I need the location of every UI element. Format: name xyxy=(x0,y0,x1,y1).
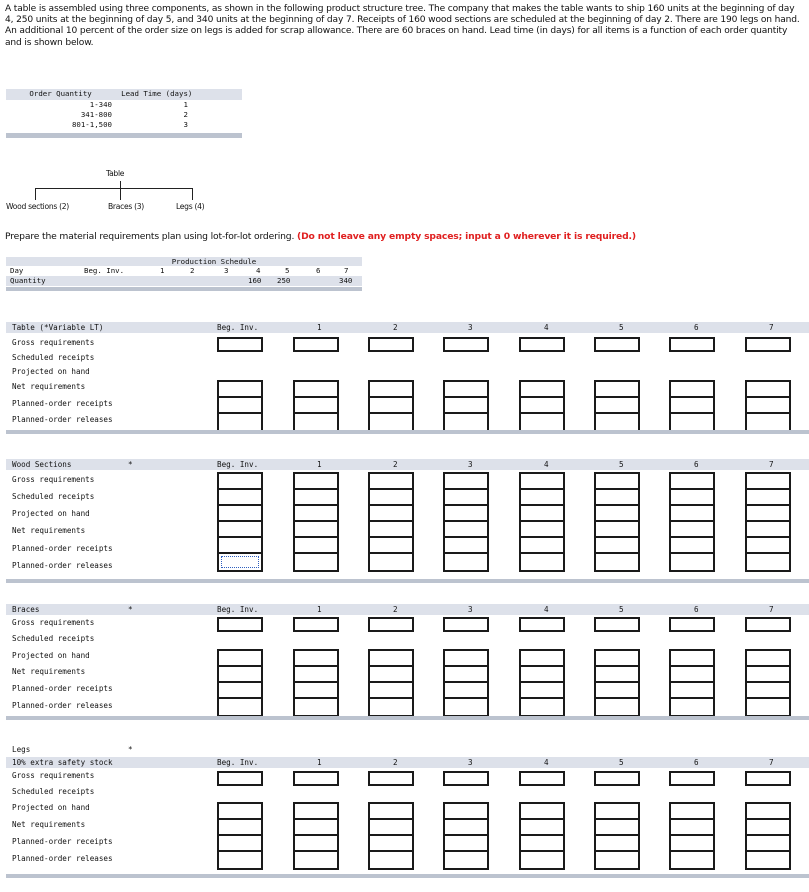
mrp-input-stack[interactable] xyxy=(519,472,565,572)
row-label: Projected on hand xyxy=(12,651,90,660)
block-title: Legs xyxy=(12,745,31,754)
gross-req-input[interactable] xyxy=(669,771,715,786)
row-label: Gross requirements xyxy=(12,618,95,627)
tree-child-legs: Legs (4) xyxy=(176,202,205,211)
mrp-input-stack[interactable] xyxy=(217,802,263,870)
row-label: Planned-order releases xyxy=(12,701,113,710)
mrp-input-stack[interactable] xyxy=(669,380,715,432)
mrp-table-block: Table (*Variable LT) Beg. Inv. 1 2 3 4 5 6 7 Gross requirements Scheduled receipts Projected on hand Net requirements Planned-order receipts Planned-order releases xyxy=(6,322,809,434)
row-label: Planned-order releases xyxy=(12,415,113,424)
mrp-input-stack[interactable] xyxy=(519,649,565,717)
mrp-input-stack[interactable] xyxy=(519,802,565,870)
gross-req-input[interactable] xyxy=(217,337,263,352)
row-label: Gross requirements xyxy=(12,338,95,347)
gross-req-input[interactable] xyxy=(443,771,489,786)
row-label: Net requirements xyxy=(12,667,86,676)
row-label: Projected on hand xyxy=(12,367,90,376)
ps-title: Production Schedule xyxy=(6,257,362,266)
mrp-input-stack[interactable] xyxy=(594,649,640,717)
mrp-wood-block: Wood Sections * Beg. Inv. 1 2 3 4 5 6 7 Gross requirements Scheduled receipts Projected on hand Net requirements Planned-order receipts Planned-order releases xyxy=(6,459,809,583)
mrp-input-stack[interactable] xyxy=(443,649,489,717)
ps-qty-row: Quantity 160 250 340 xyxy=(6,276,362,286)
block-title: Table (*Variable LT) xyxy=(12,323,104,332)
block-title: Wood Sections xyxy=(12,460,72,469)
mrp-input-stack[interactable] xyxy=(293,649,339,717)
block-title: Braces xyxy=(12,605,40,614)
product-structure-tree xyxy=(0,165,240,215)
gross-req-input[interactable] xyxy=(519,771,565,786)
row-label: Planned-order receipts xyxy=(12,399,113,408)
row-label: Gross requirements xyxy=(12,771,95,780)
gross-req-input[interactable] xyxy=(669,617,715,632)
gross-req-input[interactable] xyxy=(293,337,339,352)
row-label: Scheduled receipts xyxy=(12,492,95,501)
block-subtitle: 10% extra safety stock xyxy=(12,758,113,767)
mrp-input-stack[interactable] xyxy=(368,380,414,432)
lt-row: 801-1,500 3 xyxy=(71,120,188,129)
mrp-input-stack[interactable] xyxy=(368,472,414,572)
mrp-input-stack[interactable] xyxy=(669,802,715,870)
gross-req-input[interactable] xyxy=(745,617,791,632)
mrp-input-stack[interactable] xyxy=(594,802,640,870)
tree-child-wood: Wood sections (2) xyxy=(6,202,69,211)
gross-req-input[interactable] xyxy=(368,337,414,352)
gross-req-input[interactable] xyxy=(745,337,791,352)
mrp-input-stack[interactable] xyxy=(669,649,715,717)
row-label: Gross requirements xyxy=(12,475,95,484)
row-label: Projected on hand xyxy=(12,803,90,812)
mrp-input-stack[interactable] xyxy=(745,472,791,572)
gross-req-input[interactable] xyxy=(443,617,489,632)
lt-row: 1-340 1 xyxy=(89,100,188,109)
tree-root-label: Table xyxy=(106,169,125,178)
mrp-input-stack[interactable] xyxy=(745,802,791,870)
row-label: Planned-order releases xyxy=(12,854,113,863)
mrp-input-stack[interactable] xyxy=(745,380,791,432)
gross-req-input[interactable] xyxy=(217,617,263,632)
gross-req-input[interactable] xyxy=(443,337,489,352)
mrp-input-stack[interactable] xyxy=(519,380,565,432)
gross-req-input[interactable] xyxy=(293,771,339,786)
instructions: Prepare the material requirements plan using lot-for-lot ordering. (Do not leave any empty spaces; input a 0 wherever it is required.) xyxy=(5,231,636,242)
mrp-input-stack[interactable] xyxy=(745,649,791,717)
mrp-input-stack[interactable] xyxy=(443,472,489,572)
mrp-legs-block: Legs * 10% extra safety stock Beg. Inv. 1 2 3 4 5 6 7 Gross requirements Scheduled receipts Projected on hand Net requirements Planned-order receipts Planned-order releases xyxy=(6,743,809,880)
mrp-input-stack[interactable] xyxy=(669,472,715,572)
mrp-input-stack[interactable] xyxy=(443,380,489,432)
gross-req-input[interactable] xyxy=(293,617,339,632)
lt-header-qty: Order Quantity xyxy=(29,89,92,98)
gross-req-input[interactable] xyxy=(594,771,640,786)
mrp-input-stack[interactable] xyxy=(368,802,414,870)
lead-time-table xyxy=(6,89,242,138)
mrp-input-stack[interactable] xyxy=(217,380,263,432)
row-label: Net requirements xyxy=(12,382,86,391)
ps-day-row: Day Beg. Inv. 1 2 3 4 5 6 7 xyxy=(6,266,362,276)
mrp-input-stack[interactable] xyxy=(594,380,640,432)
row-label: Planned-order receipts xyxy=(12,837,113,846)
mrp-input-stack[interactable] xyxy=(594,472,640,572)
lt-header-lt: Lead Time (days) xyxy=(121,89,193,98)
row-label: Net requirements xyxy=(12,526,86,535)
tree-child-braces: Braces (3) xyxy=(108,202,144,211)
gross-req-input[interactable] xyxy=(368,617,414,632)
mrp-input-stack[interactable] xyxy=(217,649,263,717)
row-label: Scheduled receipts xyxy=(12,353,95,362)
mrp-input-stack[interactable] xyxy=(217,472,263,572)
row-label: Net requirements xyxy=(12,820,86,829)
row-label: Planned-order receipts xyxy=(12,684,113,693)
mrp-input-stack[interactable] xyxy=(293,472,339,572)
mrp-input-stack[interactable] xyxy=(368,649,414,717)
gross-req-input[interactable] xyxy=(519,337,565,352)
gross-req-input[interactable] xyxy=(594,337,640,352)
mrp-input-stack[interactable] xyxy=(293,802,339,870)
gross-req-input[interactable] xyxy=(217,771,263,786)
gross-req-input[interactable] xyxy=(368,771,414,786)
gross-req-input[interactable] xyxy=(745,771,791,786)
mrp-braces-block: Braces * Beg. Inv. 1 2 3 4 5 6 7 Gross requirements Scheduled receipts Projected on hand Net requirements Planned-order receipts Planned-order releases xyxy=(6,604,809,720)
production-schedule xyxy=(6,257,362,291)
mrp-input-stack[interactable] xyxy=(293,380,339,432)
problem-statement: A table is assembled using three components, as shown in the following product structure tree. The company that makes the table wants to ship 160 units at the beginning of day 4, 250 units at the beginning of day 5, and 340 units at the beginning of day 7. Receipts of 160 wood sections are scheduled at the beginning of day 2. There are 190 legs on hand. An additional 10 percent of the order size on legs is added for scrap allowance. There are 60 braces on hand. Lead time (in days) for all items is a function of each order quantity and is shown below. xyxy=(5,4,800,48)
row-label: Planned-order releases xyxy=(12,561,113,570)
instruction-warning: (Do not leave any empty spaces; input a 0 wherever it is required.) xyxy=(297,231,636,242)
gross-req-input[interactable] xyxy=(519,617,565,632)
mrp-input-stack[interactable] xyxy=(443,802,489,870)
row-label: Planned-order receipts xyxy=(12,544,113,553)
lt-row: 341-800 2 xyxy=(80,110,188,119)
row-label: Scheduled receipts xyxy=(12,787,95,796)
row-label: Scheduled receipts xyxy=(12,634,95,643)
gross-req-input[interactable] xyxy=(594,617,640,632)
row-label: Projected on hand xyxy=(12,509,90,518)
gross-req-input[interactable] xyxy=(669,337,715,352)
